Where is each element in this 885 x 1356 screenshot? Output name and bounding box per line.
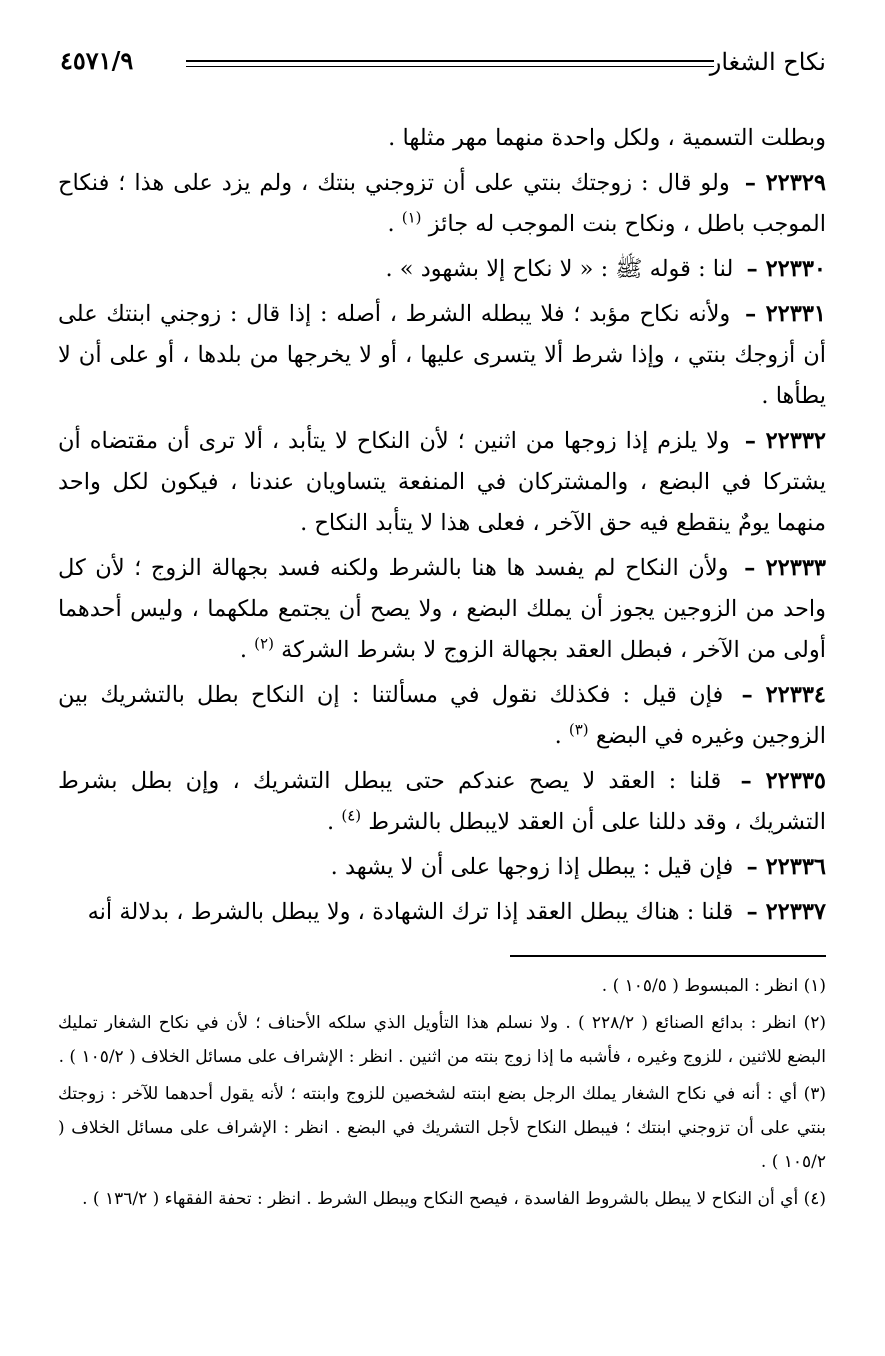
footnote: (٣) أي : أنه في نكاح الشغار يملك الرجل بضع ابنته لشخصين للزوج وابنته ؛ لأنه يقول أحدهما للآخر : زوجتك بنتي على أن تزوجني ابنتك ؛ فيبطل النكاح لأجل التشريك في البضع . انظر : الإشراف على مسائل الخلاف ( ١٠٥/٢ ) . xyxy=(58,1084,826,1172)
paragraph-text: لنا : قوله ﷺ : « لا نكاح إلا بشهود » . xyxy=(385,256,734,282)
main-text xyxy=(58,118,826,933)
paragraph xyxy=(58,249,826,290)
paragraph-text: وبطلت التسمية ، ولكل واحدة منهما مهر مثلها . xyxy=(388,125,826,151)
footnotes xyxy=(58,969,826,1216)
paragraph xyxy=(58,294,826,417)
paragraph-text: ولأن النكاح لم يفسد ها هنا بالشرط ولكنه فسد بجهالة الزوج ؛ لأن كل واحد من الزوجين يجوز أن يملك البضع ، ولا يصح أن يجتمع ملكهما ، وليس أحدهما أولى من الآخر ، فبطل العقد بجهالة الزوج لا بشرط الشركة xyxy=(58,555,827,663)
paragraph-text: قلنا : العقد لا يصح عندكم حتى يبطل التشريك ، وإن بطل بشرط التشريك ، وقد دللنا على أن العقد لايبطل بالشرط xyxy=(58,768,826,835)
paragraph-number: ٢٢٣٣٢ – xyxy=(744,428,826,454)
paragraph-number: ٢٢٣٣٧ – xyxy=(746,899,826,925)
footnote-separator xyxy=(510,955,826,957)
paragraph xyxy=(58,421,826,544)
paragraph-text: ولأنه نكاح مؤبد ؛ فلا يبطله الشرط ، أصله : إذا قال : زوجني ابنتك على أن أزوجك بنتي ، وإذا شرط ألا يتسرى عليها ، أو لا يخرجها من بلدها ، أو على أن لا يطأها . xyxy=(58,301,826,409)
paragraph-tail: . xyxy=(327,809,342,835)
footnote-ref[interactable]: (٤) xyxy=(341,806,362,825)
footnote-ref[interactable]: (٢) xyxy=(254,634,274,653)
paragraph-text: فإن قيل : فكذلك نقول في مسألتنا : إن النكاح بطل بالتشريك بين الزوجين وغيره في البضع xyxy=(58,682,826,749)
paragraph-tail: . xyxy=(387,211,402,237)
footnote-ref[interactable]: (١) xyxy=(401,208,422,227)
footnote-separator-wrap xyxy=(58,937,826,969)
footnote: (٢) انظر : بدائع الصنائع ( ٢٢٨/٢ ) . ولا نسلم هذا التأويل الذي سلكه الأحناف ؛ لأن في نكاح الشغار تمليك البضع للاثنين ، للزوج وغيره ، فأشبه ما إذا زوج بنته من اثنين . انظر : الإشراف على مسائل الخلاف ( ١٠٥/٢ ) . xyxy=(58,1013,826,1067)
paragraph-number: ٢٢٣٣١ – xyxy=(744,301,826,327)
footnote-ref[interactable]: (٣) xyxy=(568,720,589,739)
paragraph-number: ٢٢٣٣٦ – xyxy=(746,854,826,880)
paragraph-number: ٢٢٣٣٤ – xyxy=(741,682,826,708)
paragraph-number: ٢٢٣٣٣ – xyxy=(744,555,826,581)
paragraph-number: ٢٢٣٣٠ – xyxy=(746,256,826,282)
paragraph xyxy=(58,675,826,757)
paragraph-text: قلنا : هناك يبطل العقد إذا ترك الشهادة ، ولا يبطل بالشرط ، بدلالة أنه xyxy=(87,899,734,925)
paragraph xyxy=(58,548,826,671)
paragraph-number: ٢٢٣٢٩ – xyxy=(744,170,827,196)
paragraph-text: ولا يلزم إذا زوجها من اثنين ؛ لأن النكاح لا يتأبد ، ألا ترى أن مقتضاه أن يشتركا في البضع ، والمشتركان في المنفعة يتساويان عندنا ، فيكون لكل واحد منهما يومٌ ينقطع فيه حق الآخر ، فعلى هذا لا يتأبد النكاح . xyxy=(58,428,826,536)
header-rule-thin xyxy=(186,66,714,67)
paragraph-text: فإن قيل : يبطل إذا زوجها على أن لا يشهد . xyxy=(330,854,734,880)
paragraph-number: ٢٢٣٣٥ – xyxy=(740,768,826,794)
header-rule xyxy=(186,60,714,62)
paragraph xyxy=(58,118,826,159)
paragraph xyxy=(58,163,826,245)
footnote: (٤) أي أن النكاح لا يبطل بالشروط الفاسدة ، فيصح النكاح ويبطل الشرط . انظر : تحفة الفقهاء ( ١٣٦/٢ ) . xyxy=(82,1189,826,1209)
paragraph-tail: . xyxy=(554,723,569,749)
page-number: ٤٥٧١/٩ xyxy=(60,46,134,75)
running-title: نكاح الشغار xyxy=(709,48,826,76)
paragraph xyxy=(58,761,826,843)
footnote: (١) انظر : المبسوط ( ١٠٥/٥ ) . xyxy=(601,976,826,996)
paragraph-tail: . xyxy=(239,637,255,663)
paragraph xyxy=(58,847,826,888)
paragraph-text: ولو قال : زوجتك بنتي على أن تزوجني بنتك ، ولم يزد على هذا ؛ فنكاح الموجب باطل ، ونكاح بنت الموجب له جائز xyxy=(58,170,826,237)
page-header xyxy=(58,40,826,80)
paragraph xyxy=(58,892,826,933)
book-page xyxy=(58,40,826,1219)
